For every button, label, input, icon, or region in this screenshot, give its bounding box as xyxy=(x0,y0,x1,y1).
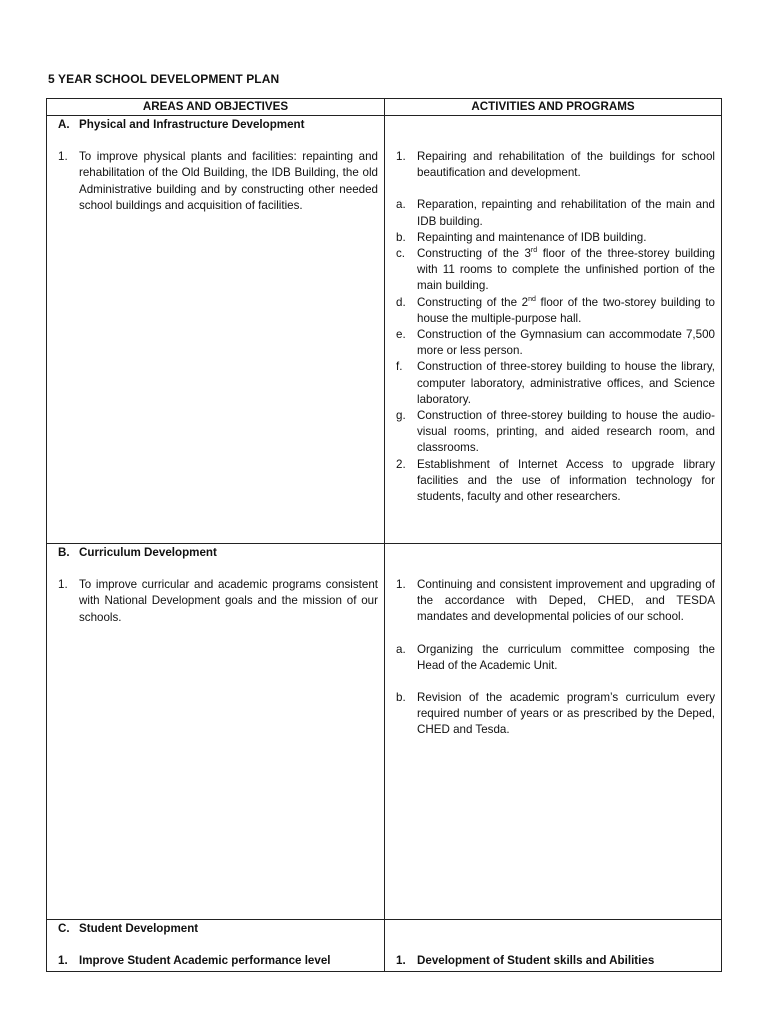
activity-item: e. Construction of the Gymnasium can accommodate 7,500 more or less person. xyxy=(396,328,715,358)
activity-item: a. Reparation, repainting and rehabilitation of the main and IDB building. xyxy=(396,198,715,228)
table-row-section-b xyxy=(47,544,722,920)
areas-cell-a xyxy=(47,116,385,544)
activity-item: b. Repainting and maintenance of IDB building. xyxy=(396,230,647,244)
objective-item: 1. Improve Student Academic performance level xyxy=(58,954,331,968)
ordinal-superscript: nd xyxy=(528,295,536,303)
activity-item: c. Constructing of the 3rd floor of the three-storey building with 11 rooms to complete the unfinished portion of the main building. xyxy=(396,247,715,293)
activity-item: b. Revision of the academic program’s curriculum every required number of years or as prescribed by the Deped, CHED and Tesda. xyxy=(396,691,715,737)
objective-item: 1. To improve curricular and academic programs consistent with National Development goals and the mission of our schools. xyxy=(58,578,378,624)
activities-cell-b xyxy=(385,544,722,920)
section-heading-c: C. Student Development xyxy=(58,922,199,935)
table-row-section-c xyxy=(47,920,722,972)
section-heading-b: B. Curriculum Development xyxy=(58,546,217,559)
document-title: 5 YEAR SCHOOL DEVELOPMENT PLAN xyxy=(48,72,280,86)
areas-cell-b xyxy=(47,544,385,920)
objective-item: 1. To improve physical plants and facilities: repainting and rehabilitation of the Old Building, the IDB Building, the old Administrative building and by constructing other needed school buildings and acquisition of facilities. xyxy=(58,150,378,212)
activity-item: 1. Repairing and rehabilitation of the buildings for school beautification and development. xyxy=(396,150,715,180)
table-row-section-a xyxy=(47,116,722,544)
development-plan-table xyxy=(46,98,722,972)
table-header-row xyxy=(47,99,722,116)
activity-item: 2. Establishment of Internet Access to upgrade library facilities and the use of information technology for students, faculty and other researchers. xyxy=(396,457,715,504)
activities-cell-c xyxy=(385,920,722,972)
activity-item: d. Constructing of the 2nd floor of the two-storey building to house the multiple-purpose hall. xyxy=(396,295,716,325)
activity-item: 1. Development of Student skills and Abilities xyxy=(396,954,655,967)
activity-item: a. Organizing the curriculum committee composing the Head of the Academic Unit. xyxy=(396,642,715,672)
activities-cell-a xyxy=(385,116,722,544)
activity-item: 1. Continuing and consistent improvement and upgrading of the accordance with Deped, CHED, and TESDA mandates and developmental policies of our school. xyxy=(396,578,715,624)
ordinal-superscript: rd xyxy=(530,247,538,255)
column-header-areas: AREAS AND OBJECTIVES xyxy=(47,99,385,116)
activity-item: g. Construction of three-storey building to house the audio-visual rooms, printing, and aided research room, and classrooms. xyxy=(396,409,715,455)
areas-cell-c xyxy=(47,920,385,972)
column-header-activities: ACTIVITIES AND PROGRAMS xyxy=(385,99,722,116)
section-heading-a: A. Physical and Infrastructure Development xyxy=(58,118,305,131)
activity-item: f. Construction of three-storey building to house the library, computer laboratory, administrative offices, and Science laboratory. xyxy=(396,360,715,406)
